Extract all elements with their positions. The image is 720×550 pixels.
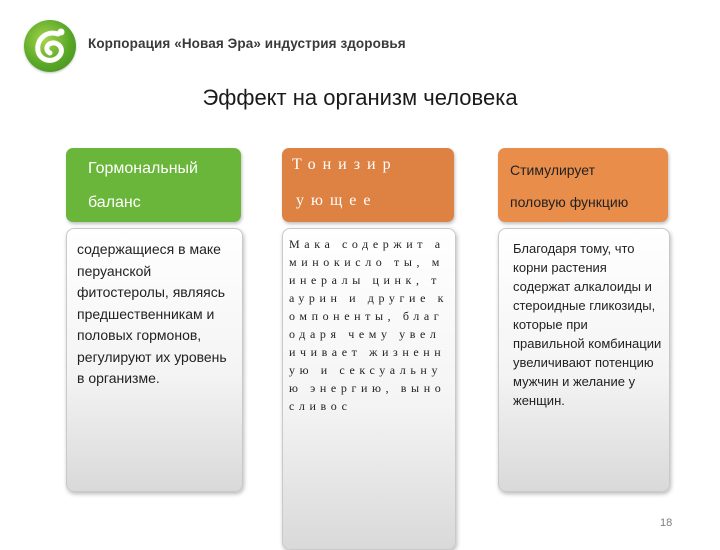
heading-line-2: баланс bbox=[88, 194, 141, 211]
slide-title: Эффект на организм человека bbox=[202, 85, 518, 110]
card-stimulates-function bbox=[498, 228, 670, 492]
heading-line-1: Стимулирует bbox=[510, 162, 596, 178]
card-hormonal-balance bbox=[66, 228, 243, 492]
company-logo-icon bbox=[24, 20, 76, 72]
corporation-title: Корпорация «Новая Эра» индустрия здоровья bbox=[88, 36, 406, 51]
heading-line-2: половую функцию bbox=[510, 194, 629, 210]
heading-line-1: Гормональный bbox=[88, 160, 198, 177]
heading-hormonal-balance bbox=[66, 148, 241, 222]
card-body-text: Мака содержит аминокисло ты, минералы цинк, таурин и другие компоненты, благодаря чему увеличивает жизненную и сексуальную энергию, выносливос bbox=[289, 237, 449, 413]
heading-line-2: ующее bbox=[296, 192, 378, 209]
card-body-text: содержащиеся в маке перуанской фитостеролы, являясь предшественникам и половых гормонов, регулируют их уровень в организме. bbox=[77, 241, 227, 386]
page-number: 18 bbox=[660, 517, 673, 529]
card-body-text: Благодаря тому, что корни растения содержат алкалоиды и стероидные гликозиды, которые при правильной комбинации увеличивают потенцию мужчин и желание у женщин. bbox=[513, 241, 662, 408]
heading-stimulates-function bbox=[498, 148, 668, 222]
card-tonic bbox=[282, 228, 456, 550]
heading-tonic bbox=[282, 148, 454, 222]
heading-line-1: Тонизир bbox=[292, 156, 398, 173]
